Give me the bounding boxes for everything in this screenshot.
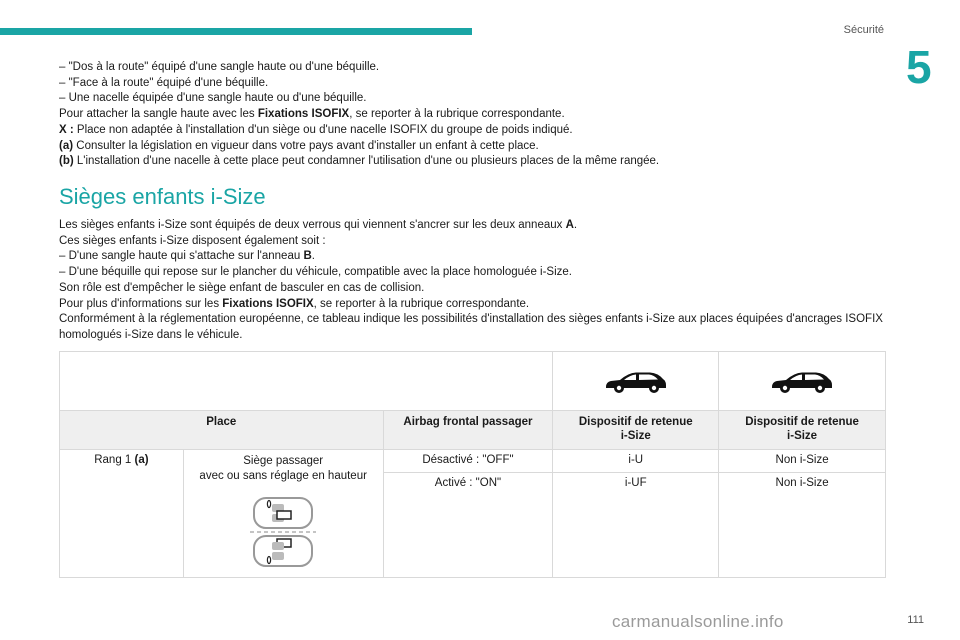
attach-note <box>59 107 889 123</box>
rang-cell <box>60 450 184 578</box>
table-cell <box>553 352 719 411</box>
empty-cell <box>60 352 553 411</box>
section-title: Sécurité <box>843 24 884 36</box>
x-note <box>59 123 889 139</box>
text-run: Les sièges enfants i-Size sont équipés de deux verrous qui viennent s'ancrer sur les deux anneaux <box>59 219 566 231</box>
header-dispositif <box>719 411 886 450</box>
text-run: Pour attacher la sangle haute avec les <box>59 108 258 121</box>
paragraph <box>59 297 889 313</box>
page-number: 111 <box>907 614 924 626</box>
airbag-cell: Désactivé : "OFF" <box>383 450 553 473</box>
dispositif-cell: i-U <box>553 450 719 473</box>
intro-text <box>59 60 889 170</box>
text-run: Place non adaptée à l'installation d'un siège ou d'une nacelle ISOFIX du groupe de poids indiqué. <box>73 123 573 136</box>
dispositif-cell: Non i-Size <box>719 473 886 578</box>
table-row <box>60 450 886 473</box>
seat-diagram-icon <box>248 494 318 570</box>
isize-text <box>59 218 889 344</box>
text-run: . <box>573 219 578 231</box>
seat-cell <box>183 450 383 578</box>
paragraph <box>59 249 889 265</box>
suv-car-icon <box>604 368 668 394</box>
paragraph: Ces sièges enfants i-Size disposent également soit : <box>59 234 326 247</box>
intro-line: – Une nacelle équipée d'une sangle haute ou d'une béquille. <box>59 92 367 105</box>
table-header-row <box>60 411 886 450</box>
paragraph: Son rôle est d'empêcher le siège enfant de basculer en cas de collision. <box>59 281 425 294</box>
intro-line: – "Dos à la route" équipé d'une sangle haute ou d'une béquille. <box>59 61 380 73</box>
a-note <box>59 139 889 155</box>
ring-label: A <box>565 219 574 231</box>
header-line: Dispositif de retenue <box>745 416 859 428</box>
header-dispositif <box>553 411 719 450</box>
text-run: , se reporter à la rubrique correspondante. <box>313 297 530 310</box>
header-accent-bar <box>0 28 472 35</box>
b-note <box>59 154 889 170</box>
note-key: (a) <box>134 454 149 466</box>
intro-line: – "Face à la route" équipé d'une béquille. <box>59 76 269 89</box>
table-icon-row <box>60 352 886 411</box>
text-run: – D'une sangle haute qui s'attache sur l'anneau <box>59 250 304 263</box>
rang-label: Rang 1 <box>94 454 135 466</box>
isize-table <box>59 351 886 578</box>
ring-label: B <box>303 250 312 263</box>
link-fixations-isofix: Fixations ISOFIX <box>257 108 350 121</box>
text-run: , se reporter à la rubrique correspondante. <box>349 108 565 121</box>
chapter-number: 5 <box>906 41 932 93</box>
dispositif-cell: Non i-Size <box>719 450 886 473</box>
note-key: (b) <box>59 155 74 168</box>
watermark: carmanualsonline.info <box>612 612 784 631</box>
dispositif-cell: i-UF <box>553 473 719 578</box>
header-airbag: Airbag frontal passager <box>383 411 553 450</box>
seat-label: Siège passager <box>243 455 324 467</box>
suv-car-icon <box>770 368 834 394</box>
airbag-cell: Activé : "ON" <box>383 473 553 578</box>
text-run: L'installation d'une nacelle à cette place peut condamner l'utilisation d'une ou plusieurs places de la même rangée. <box>73 155 660 168</box>
text-run: Consulter la législation en vigueur dans votre pays avant d'installer un enfant à cette place. <box>73 139 539 152</box>
note-key: X : <box>59 123 74 136</box>
paragraph: Conformément à la réglementation européenne, ce tableau indique les possibilités d'installation des sièges enfants i-Size aux places équipées d'ancrages ISOFIX homologués i-Size dans le véhicule. <box>59 313 883 341</box>
header-place: Place <box>60 411 384 450</box>
table-cell <box>719 352 886 411</box>
paragraph <box>59 218 889 234</box>
header-line: i-Size <box>620 430 651 442</box>
header-line: Dispositif de retenue <box>578 416 693 428</box>
link-fixations-isofix: Fixations ISOFIX <box>222 297 314 310</box>
seat-sublabel: avec ou sans réglage en hauteur <box>199 470 367 482</box>
text-run: . <box>311 250 315 263</box>
header-line: i-Size <box>787 430 818 442</box>
section-heading: Sièges enfants i-Size <box>59 184 266 209</box>
text-run: Pour plus d'informations sur les <box>59 297 223 310</box>
note-key: (a) <box>59 139 74 152</box>
paragraph: – D'une béquille qui repose sur le plancher du véhicule, compatible avec la place homologuée i-Size. <box>59 266 572 279</box>
